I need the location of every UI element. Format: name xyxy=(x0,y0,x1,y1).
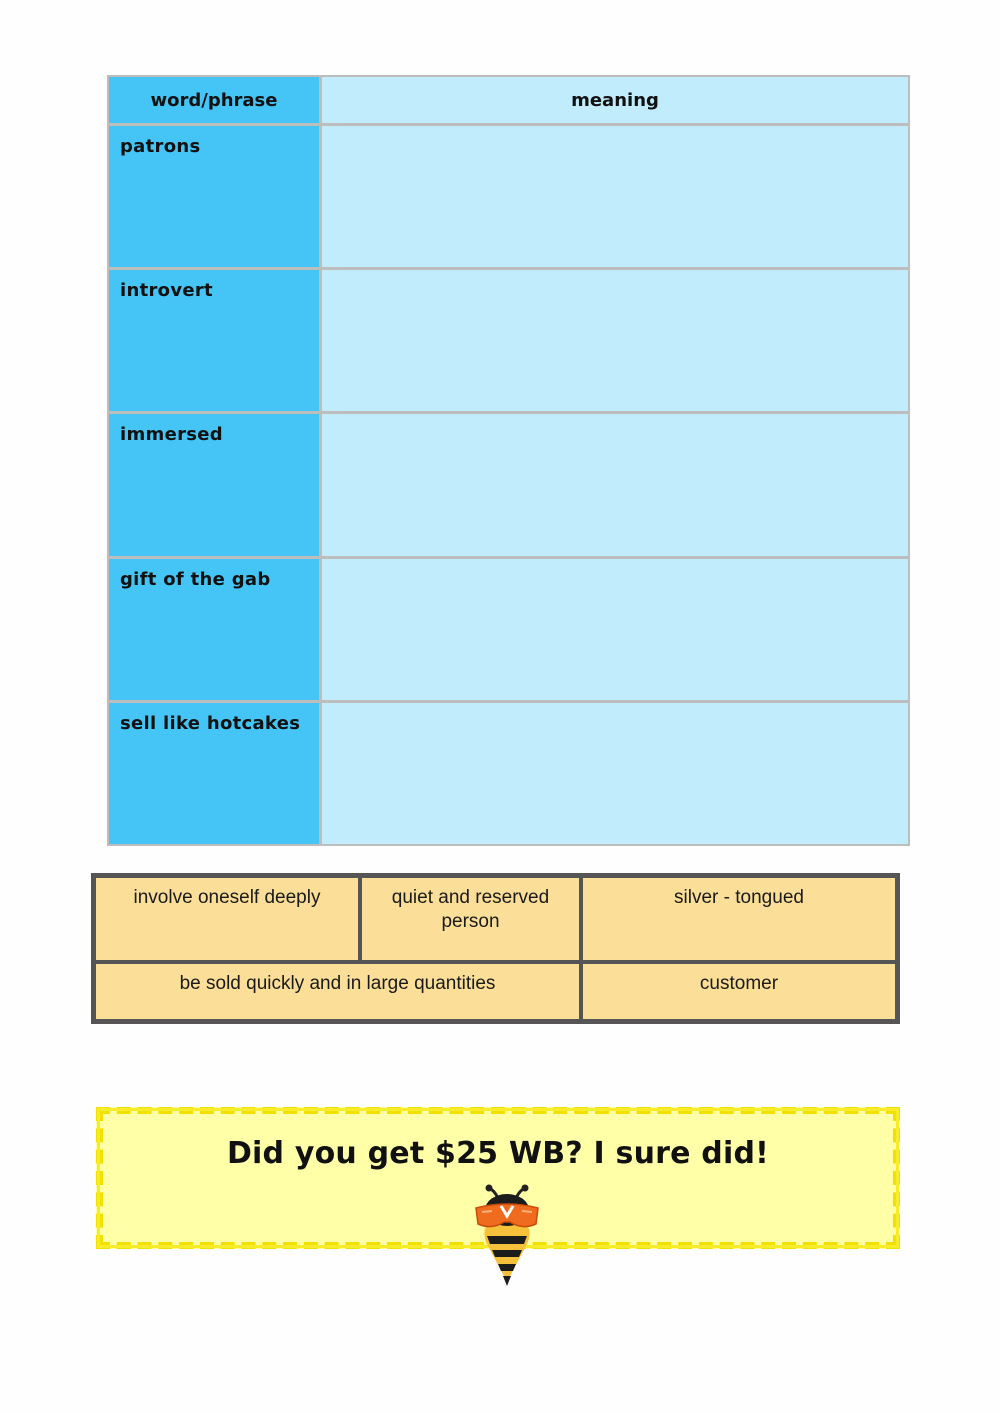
word-cell-patrons: patrons xyxy=(109,126,319,267)
meaning-drop-zone[interactable] xyxy=(322,414,908,555)
meaning-drop-zone[interactable] xyxy=(322,270,908,411)
word-cell-sell-like-hotcakes: sell like hotcakes xyxy=(109,703,319,844)
draggable-card[interactable]: be sold quickly and in large quantities xyxy=(96,964,579,1019)
draggable-card[interactable]: quiet and reserved person xyxy=(362,878,579,960)
word-bank xyxy=(91,873,900,1024)
vocabulary-table xyxy=(107,75,910,846)
header-word-phrase: word/phrase xyxy=(109,77,319,123)
word-cell-immersed: immersed xyxy=(109,414,319,555)
draggable-card[interactable]: customer xyxy=(583,964,895,1019)
meaning-drop-zone[interactable] xyxy=(322,703,908,844)
header-meaning: meaning xyxy=(322,77,908,123)
bee-with-sunglasses-icon xyxy=(470,1184,544,1288)
word-cell-gift-of-the-gab: gift of the gab xyxy=(109,559,319,700)
word-cell-introvert: introvert xyxy=(109,270,319,411)
draggable-card[interactable]: silver - tongued xyxy=(583,878,895,960)
meaning-drop-zone[interactable] xyxy=(322,559,908,700)
draggable-card[interactable]: involve oneself deeply xyxy=(96,878,358,960)
meaning-drop-zone[interactable] xyxy=(322,126,908,267)
reward-message: Did you get $25 WB? I sure did! xyxy=(226,1136,770,1171)
